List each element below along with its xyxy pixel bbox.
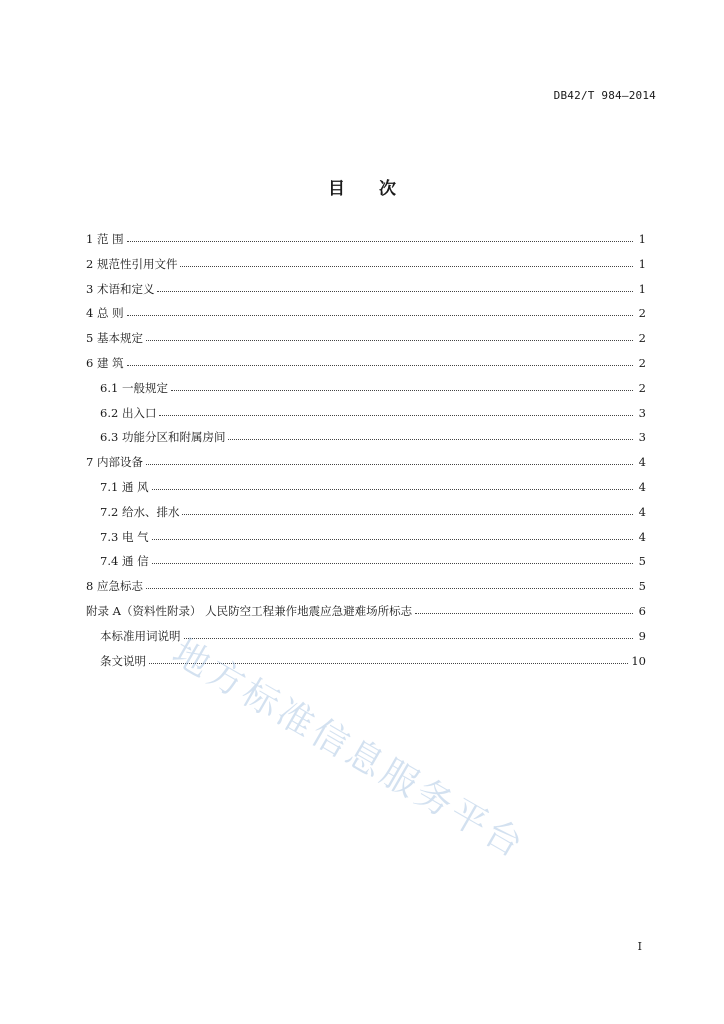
toc-dot-leader — [152, 481, 633, 490]
toc-dot-leader — [146, 580, 633, 589]
toc-entry-label: 7.2 给水、排水 — [100, 504, 180, 519]
toc-dot-leader — [152, 555, 633, 564]
toc-entry[interactable] — [86, 231, 646, 256]
toc-entry-page: 1 — [638, 232, 646, 246]
toc-entry[interactable] — [86, 529, 646, 554]
toc-entry[interactable] — [86, 504, 646, 529]
toc-entry[interactable] — [86, 578, 646, 603]
watermark: 地方标准信息服务平台 — [165, 631, 533, 868]
toc-entry[interactable] — [86, 603, 646, 628]
toc-dot-leader — [171, 382, 633, 391]
toc-entry-page: 2 — [638, 380, 646, 395]
toc-entry-label: 4 总 则 — [86, 306, 124, 321]
toc-entry-page: 3 — [638, 405, 646, 420]
toc-entry-page: 4 — [638, 479, 646, 494]
toc-entry[interactable] — [86, 479, 646, 504]
toc-dot-leader — [184, 630, 634, 639]
toc-dot-leader — [159, 407, 633, 416]
toc-entry-label: 3 术语和定义 — [86, 281, 155, 296]
toc-entry[interactable] — [86, 330, 646, 355]
toc-entry-page: 1 — [638, 281, 646, 296]
toc-dot-leader — [152, 531, 633, 540]
toc-entry-page: 4 — [638, 529, 646, 544]
toc-entry[interactable] — [86, 380, 646, 405]
toc-entry[interactable] — [86, 281, 646, 306]
toc-entry-page: 5 — [638, 579, 646, 594]
toc-entry-page: 10 — [631, 653, 646, 668]
toc-entry[interactable] — [86, 355, 646, 380]
toc-entry-page: 4 — [638, 504, 646, 519]
toc-dot-leader — [127, 307, 633, 316]
toc-dot-leader — [180, 258, 633, 267]
toc-dot-leader — [127, 233, 633, 242]
toc-entry[interactable] — [86, 454, 646, 479]
document-code: DB42/T 984—2014 — [553, 89, 656, 102]
toc-entry[interactable] — [86, 305, 646, 330]
toc-entry-page: 2 — [638, 355, 646, 370]
toc-entry-label: 1 范 围 — [86, 232, 124, 246]
page-number: I — [637, 940, 642, 953]
toc-entry[interactable] — [86, 628, 646, 653]
toc-entry-page: 2 — [638, 331, 646, 346]
toc-dot-leader — [146, 332, 633, 341]
toc-entry[interactable] — [86, 429, 646, 454]
toc-entry-page: 1 — [638, 256, 646, 271]
toc-entry-label: 6.2 出入口 — [100, 405, 157, 420]
toc-dot-leader — [149, 655, 628, 664]
toc-entry-page: 6 — [638, 603, 646, 618]
toc-entry-label: 6.1 一般规定 — [100, 380, 168, 395]
toc-entry-label: 本标准用词说明 — [100, 628, 181, 643]
table-of-contents — [86, 231, 646, 677]
toc-entry[interactable] — [86, 405, 646, 430]
toc-dot-leader — [228, 431, 633, 440]
toc-entry-label: 条文说明 — [100, 653, 146, 668]
toc-entry-label: 7.4 通 信 — [100, 554, 149, 569]
toc-entry-page: 4 — [638, 455, 646, 470]
toc-entry-label: 6 建 筑 — [86, 355, 124, 370]
toc-dot-leader — [182, 506, 633, 515]
toc-entry-label: 7.3 电 气 — [100, 529, 149, 544]
toc-entry-page: 2 — [638, 306, 646, 321]
toc-entry[interactable] — [86, 653, 646, 678]
toc-entry-label: 7.1 通 风 — [100, 479, 149, 494]
toc-dot-leader — [415, 605, 633, 614]
toc-dot-leader — [146, 456, 633, 465]
toc-entry-label: 2 规范性引用文件 — [86, 256, 178, 271]
toc-entry[interactable] — [86, 256, 646, 281]
toc-entry-label: 8 应急标志 — [86, 579, 143, 594]
toc-entry-page: 9 — [638, 628, 646, 643]
page-title: 目 次 — [328, 179, 410, 199]
toc-entry-label: 6.3 功能分区和附属房间 — [100, 430, 226, 445]
toc-entry-page: 3 — [638, 430, 646, 445]
toc-dot-leader — [127, 357, 633, 366]
toc-entry[interactable] — [86, 553, 646, 578]
toc-entry-label: 附录 A（资料性附录） 人民防空工程兼作地震应急避难场所标志 — [86, 603, 413, 618]
toc-dot-leader — [157, 283, 633, 292]
toc-entry-page: 5 — [638, 554, 646, 569]
toc-entry-label: 5 基本规定 — [86, 331, 143, 346]
toc-entry-label: 7 内部设备 — [86, 455, 143, 470]
